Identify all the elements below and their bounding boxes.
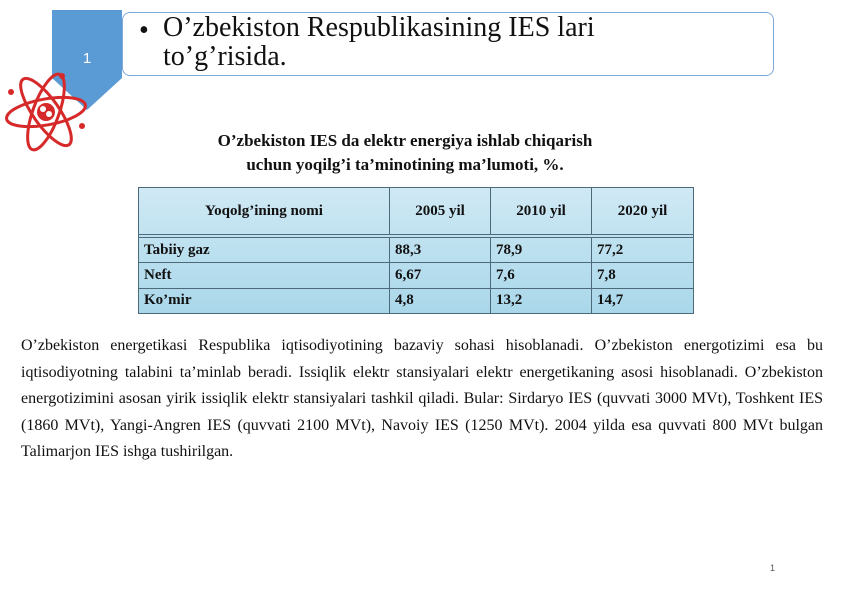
table-cell: 7,8 [592, 263, 694, 288]
table-cell: 6,67 [390, 263, 491, 288]
table-cell: 13,2 [491, 288, 592, 313]
table-row [139, 288, 694, 313]
table-header-row [139, 188, 694, 235]
header-2005: 2005 yil [390, 188, 491, 235]
body-paragraph: O’zbekiston energetikasi Respublika iqtisodiyotining bazaviy sohasi hisoblanadi. O’zbekiston energotizimi esa bu iqtisodiyotning talabini ta’minlab beradi. Issiqlik elektr stansiyalari elektr energetikaning asosi hisoblanadi. O’zbekiston energotizimini asosan yirik issiqlik elektr stansiyalari tashkil qiladi. Bular: Sirdaryo IES (quvvati 3000 MVt), Toshkent IES (1860 MVt), Yangi-Angren IES (quvvati 2100 MVt), Navoiy IES (1250 MVt). 2004 yilda esa quvvati 800 MVt bulgan Talimarjon IES ishga tushirilgan. [21, 337, 823, 460]
table-cell: 78,9 [491, 238, 592, 263]
table-cell: Neft [139, 263, 390, 288]
page-number: 1 [770, 563, 776, 573]
table-cell: 4,8 [390, 288, 491, 313]
table-cell: Ko’mir [139, 288, 390, 313]
table-cell: 14,7 [592, 288, 694, 313]
table-cell: 77,2 [592, 238, 694, 263]
title-line-2: to’g’risida. [163, 41, 287, 72]
table-row [139, 238, 694, 263]
atom-icon [2, 66, 90, 158]
header-fuel-name: Yoqolg’ining nomi [139, 188, 390, 235]
table-cell: Tabiiy gaz [139, 238, 390, 263]
table-caption [140, 129, 670, 177]
table-cell: 7,6 [491, 263, 592, 288]
fuel-supply-table [138, 187, 694, 314]
table-row [139, 263, 694, 288]
slide-number: 1 [82, 50, 92, 67]
table-caption-line-2: uchun yoqilg’i ta’minotining ma’lumoti, %. [246, 155, 564, 174]
table-caption-line-1: O’zbekiston IES da elektr energiya ishlab chiqarish [217, 131, 593, 150]
slide-title [163, 13, 763, 71]
table-cell: 88,3 [390, 238, 491, 263]
header-2010: 2010 yil [491, 188, 592, 235]
title-line-1: O’zbekiston Respublikasining IES lari [163, 12, 595, 43]
header-2020: 2020 yil [592, 188, 694, 235]
title-bullet: • [139, 15, 149, 46]
title-box [122, 12, 774, 76]
